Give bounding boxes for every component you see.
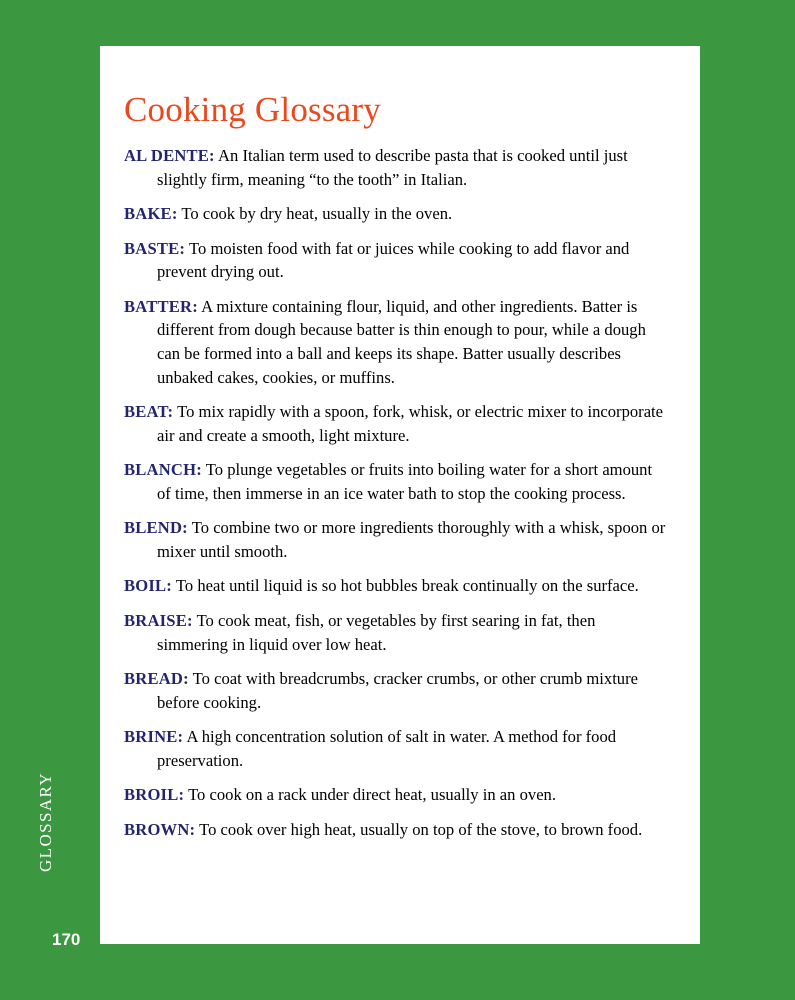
page-content bbox=[100, 46, 700, 842]
glossary-entry bbox=[124, 609, 668, 656]
glossary-entry bbox=[124, 202, 668, 226]
glossary-definition: To moisten food with fat or juices while cooking to add flavor and prevent drying out. bbox=[157, 238, 630, 282]
glossary-definition: To cook by dry heat, usually in the oven. bbox=[181, 204, 453, 224]
glossary-entry bbox=[124, 783, 668, 807]
glossary-entry bbox=[124, 458, 668, 505]
glossary-term: BAKE: bbox=[124, 204, 178, 224]
glossary-definition: To cook over high heat, usually on top of the stove, to brown food. bbox=[199, 819, 643, 839]
glossary-term: BOIL: bbox=[124, 576, 173, 596]
glossary-entry bbox=[124, 667, 668, 714]
glossary-definition: To cook meat, fish, or vegetables by first searing in fat, then simmering in liquid over low heat. bbox=[157, 611, 596, 654]
glossary-term: BEAT: bbox=[124, 402, 174, 422]
glossary-term: BREAD: bbox=[124, 669, 189, 689]
glossary-entry bbox=[124, 237, 668, 284]
page-sheet bbox=[100, 46, 700, 944]
glossary-definition: To coat with breadcrumbs, cracker crumbs, or other crumb mixture before cooking. bbox=[157, 669, 638, 712]
glossary-term: AL DENTE: bbox=[124, 146, 215, 165]
glossary-entry bbox=[124, 725, 668, 772]
glossary-term: BROWN: bbox=[124, 819, 196, 839]
glossary-term: BRAISE: bbox=[124, 611, 193, 630]
glossary-term: BLEND: bbox=[124, 518, 188, 538]
glossary-definition: A high concentration solution of salt in water. A method for food preservation. bbox=[157, 727, 617, 770]
glossary-definition: To plunge vegetables or fruits into boiling water for a short amount of time, then immerse in an ice water bath to stop the cooking process. bbox=[157, 460, 653, 503]
page-title: Cooking Glossary bbox=[124, 90, 381, 129]
section-label: GLOSSARY bbox=[36, 771, 55, 872]
glossary-term: BATTER: bbox=[124, 296, 198, 316]
glossary-entry bbox=[124, 574, 668, 598]
page-number: 170 bbox=[52, 930, 81, 949]
glossary-list bbox=[124, 144, 668, 842]
glossary-definition: A mixture containing flour, liquid, and other ingredients. Batter is different from dough because batter is thin enough to pour, while a dough can be formed into a ball and keeps its shape. Batter usually describes unbaked cakes, cookies, or muffins. bbox=[157, 296, 646, 387]
glossary-term: BASTE: bbox=[124, 238, 186, 258]
glossary-entry bbox=[124, 400, 668, 447]
glossary-entry bbox=[124, 295, 668, 389]
glossary-definition: To combine two or more ingredients thoroughly with a whisk, spoon or mixer until smooth. bbox=[157, 518, 666, 561]
glossary-term: BRINE: bbox=[124, 727, 184, 747]
glossary-entry bbox=[124, 144, 668, 191]
glossary-definition: To cook on a rack under direct heat, usually in an oven. bbox=[188, 785, 557, 805]
page-sidebar bbox=[0, 0, 100, 1000]
glossary-term: BLANCH: bbox=[124, 460, 202, 480]
glossary-definition: An Italian term used to describe pasta that is cooked until just slightly firm, meaning “to the tooth” in Italian. bbox=[157, 146, 628, 189]
glossary-entry bbox=[124, 818, 668, 842]
glossary-definition: To heat until liquid is so hot bubbles break continually on the surface. bbox=[175, 576, 639, 596]
glossary-term: BROIL: bbox=[124, 785, 185, 805]
glossary-entry bbox=[124, 516, 668, 563]
glossary-definition: To mix rapidly with a spoon, fork, whisk, or electric mixer to incorporate air and create a smooth, light mixture. bbox=[157, 402, 664, 445]
